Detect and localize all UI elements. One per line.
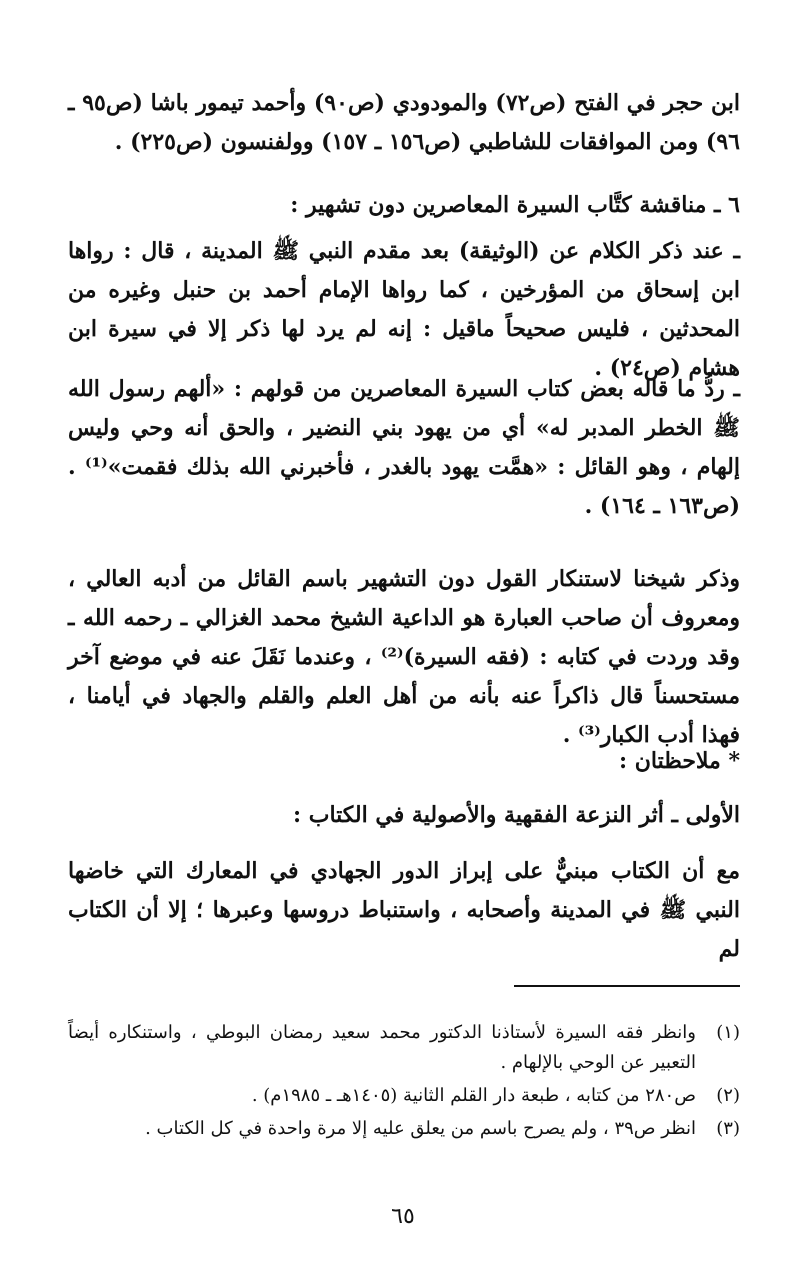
footnote-item	[68, 1114, 740, 1144]
footnote-text: انظر ص٣٩ ، ولم يصرح باسم من يعلق عليه إلا مرة واحدة في كل الكتاب .	[145, 1118, 696, 1139]
first-observation-text: مع أن الكتاب مبنيٌّ على إبراز الدور الجهادي في المعارك التي خاضها النبي ﷺ في المدينة وأصحابه ، واستنباط دروسها وعبرها ؛ إلا أن الكتاب لم	[68, 858, 740, 962]
footnote-number: (٣)	[716, 1118, 740, 1139]
section-6-item-2: ـ ردُّ ما قاله بعض كتاب السيرة المعاصرين من قولهم : «ألهم رسول الله ﷺ الخطر المدبر له» أي من يهود بني النضير ، والحق أنه وحي وليس إلهام ، وهو القائل : «همَّت يهود بالغدر ، فأخبرني الله بذلك فقمت»⁽¹⁾ . (ص١٦٣ ـ ١٦٤) .	[68, 376, 741, 519]
footnote-number: (١)	[716, 1022, 740, 1043]
continuation-paragraph: ابن حجر في الفتح (ص٧٢) والمودودي (ص٩٠) وأحمد تيمور باشا (ص٩٥ ـ ٩٦) ومن الموافقات للشاطبي (ص١٥٦ ـ ١٥٧) وولفنسون (ص٢٢٥) .	[68, 90, 741, 155]
footnotes	[68, 1018, 740, 1147]
observations-heading: * ملاحظتان :	[619, 748, 740, 774]
footnote-separator	[514, 985, 740, 987]
footnote-item	[68, 1018, 740, 1078]
section-6-heading: ٦ ـ مناقشة كتَّاب السيرة المعاصرين دون تشهير :	[290, 192, 740, 218]
footnote-text: ص٢٨٠ من كتابه ، طبعة دار القلم الثانية (١٤٠٥هـ ـ ١٩٨٥م) .	[251, 1085, 696, 1106]
page-number: ٦٥	[391, 1204, 415, 1229]
footnote-item	[68, 1081, 740, 1111]
first-observation-heading: الأولى ـ أثر النزعة الفقهية والأصولية في الكتاب :	[292, 802, 740, 828]
section-6-item-1: ـ عند ذكر الكلام عن (الوثيقة) بعد مقدم النبي ﷺ المدينة ، قال : رواها ابن إسحاق من المؤرخين ، كما رواها الإمام أحمد بن حنبل وغيره من المحدثين ، فليس صحيحاً ماقيل : إنه لم يرد لها ذكر إلا في سيرة ابن هشام (ص٢٤) .	[68, 238, 740, 381]
footnote-text: وانظر فقه السيرة لأستاذنا الدكتور محمد سعيد رمضان البوطي ، واستنكاره أيضاً التعبير عن الوحي بالإلهام .	[68, 1022, 696, 1073]
shaykh-paragraph: وذكر شيخنا لاستنكار القول دون التشهير باسم القائل من أدبه العالي ، ومعروف أن صاحب العبارة هو الداعية الشيخ محمد الغزالي ـ رحمه الله ـ وقد وردت في كتابه : (فقه السيرة)⁽²⁾ ، وعندما نَقَلَ عنه في موضع آخر مستحسناً قال ذاكراً عنه بأنه من أهل العلم والقلم والجهاد في أيامنا ، فهذا أدب الكبار⁽³⁾ .	[68, 566, 740, 748]
footnote-number: (٢)	[716, 1085, 740, 1106]
